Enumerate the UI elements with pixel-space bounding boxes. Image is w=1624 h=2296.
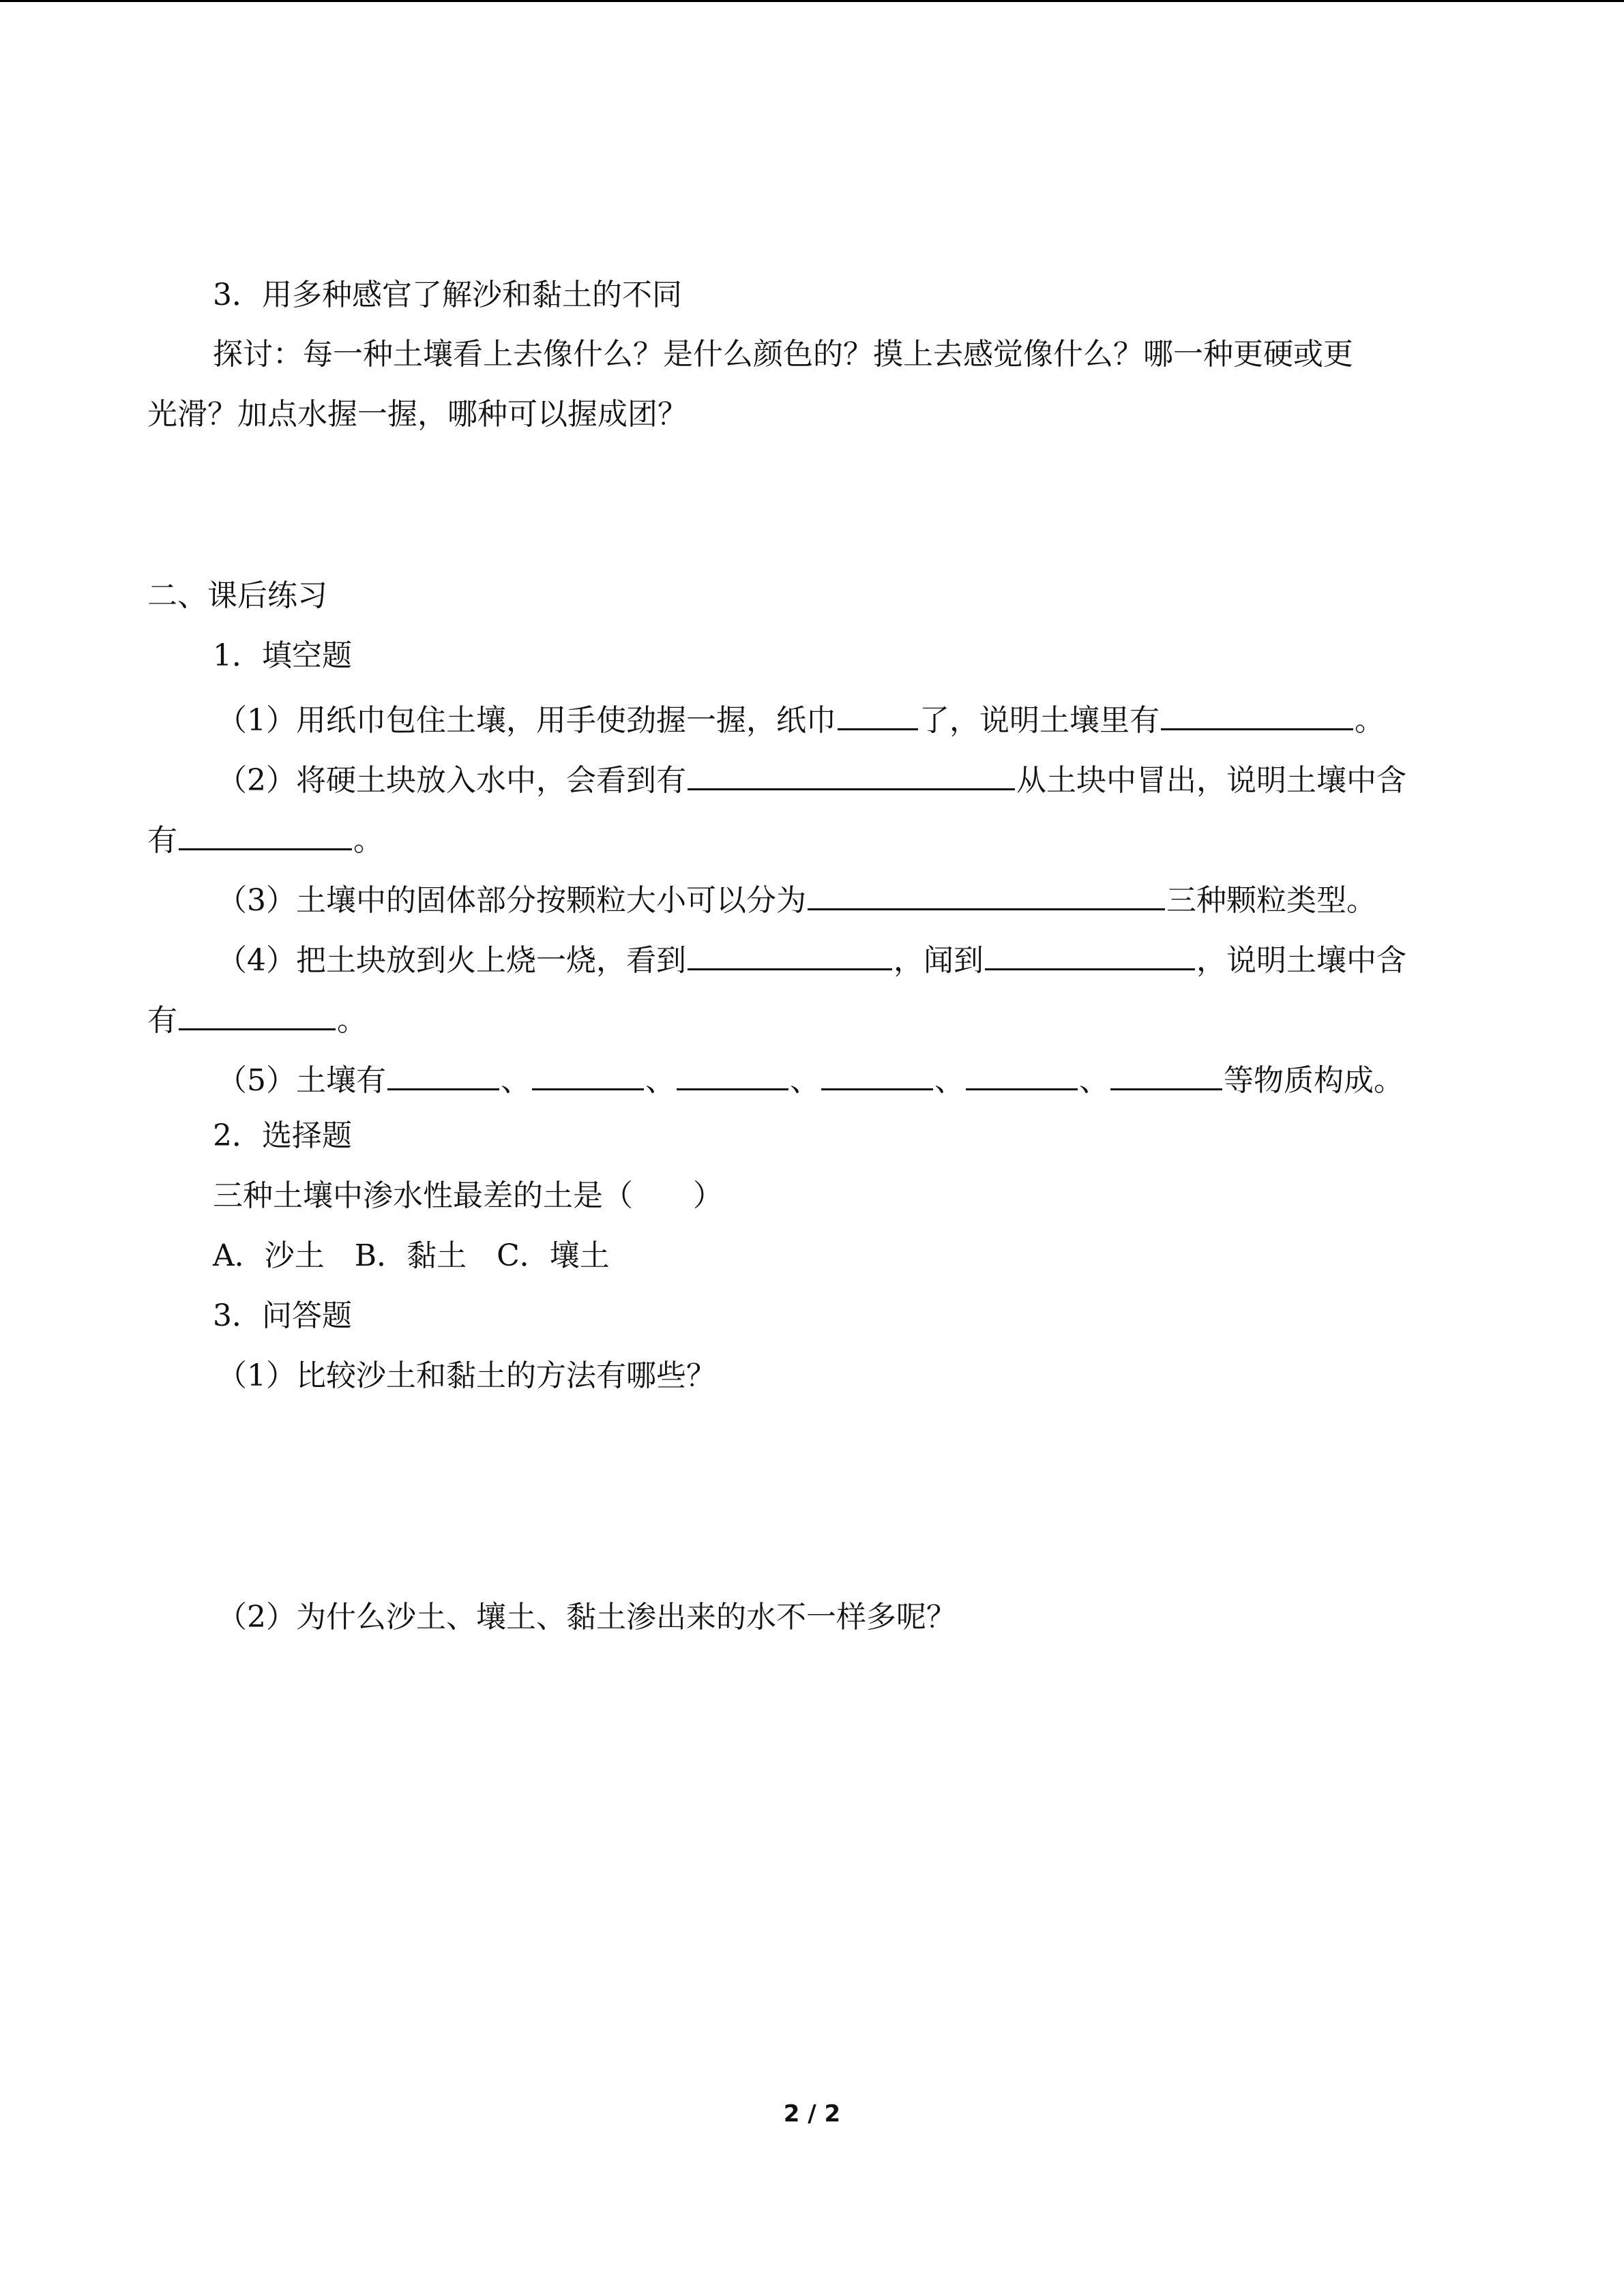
q5-sep-5: 、 (1079, 1063, 1109, 1098)
q4-blank-2[interactable] (985, 936, 1195, 970)
q4-text-e: 。 (337, 1003, 367, 1038)
q5-blank-1[interactable] (387, 1056, 499, 1090)
q2-blank-2[interactable] (179, 816, 352, 850)
fill-blank-q2 (217, 756, 1406, 801)
q4-blank-1[interactable] (688, 936, 892, 970)
q5-blank-6[interactable] (1110, 1056, 1222, 1090)
q3-text-a: （3）土壤中的固体部分按颗粒大小可以分为 (217, 883, 806, 918)
q1-blank-2[interactable] (1161, 696, 1353, 730)
q2-text-d: 。 (353, 823, 383, 858)
q2-blank-1[interactable] (688, 756, 1015, 790)
section-2-title: 二、课后练习 (147, 578, 327, 613)
qa-question-2: （2）为什么沙土、壤土、黏土渗出来的水不一样多呢？ (217, 1600, 956, 1635)
q1-text-b: 了，说明土壤里有 (919, 703, 1160, 738)
q5-blank-4[interactable] (821, 1056, 933, 1090)
fill-blank-q4-cont (147, 996, 367, 1041)
q5-sep-1: 、 (501, 1063, 531, 1098)
q5-blank-3[interactable] (677, 1056, 788, 1090)
fill-blank-title: 1．填空题 (213, 638, 352, 673)
q5-text-a: （5）土壤有 (217, 1063, 386, 1098)
q5-sep-2: 、 (645, 1063, 675, 1098)
q5-text-b: 等物质构成。 (1224, 1063, 1404, 1098)
q4-text-d: 有 (147, 1003, 177, 1038)
q5-sep-3: 、 (790, 1063, 820, 1098)
choice-options: A．沙土 B．黏土 C．壤土 (213, 1238, 610, 1273)
page-top-border (0, 0, 1624, 2)
fill-blank-q5 (217, 1056, 1404, 1101)
discussion-line-2: 光滑？加点水握一握，哪种可以握成团？ (147, 397, 688, 432)
q1-text-c: 。 (1355, 703, 1385, 738)
choice-title: 2．选择题 (213, 1118, 352, 1153)
q2-text-c: 有 (147, 823, 177, 858)
q5-blank-2[interactable] (532, 1056, 644, 1090)
q1-blank-1[interactable] (838, 696, 918, 730)
q4-text-b: ，闻到 (894, 943, 984, 978)
q1-text-a: （1）用纸巾包住土壤，用手使劲握一握，纸巾 (217, 703, 836, 738)
q4-blank-3[interactable] (179, 996, 336, 1030)
q2-text-b: 从土块中冒出，说明土壤中含 (1016, 763, 1406, 798)
qa-question-1: （1）比较沙土和黏土的方法有哪些？ (217, 1358, 716, 1393)
item3-title: 3．用多种感官了解沙和黏土的不同 (213, 278, 682, 312)
q4-text-c: ，说明土壤中含 (1196, 943, 1406, 978)
q5-blank-5[interactable] (966, 1056, 1078, 1090)
fill-blank-q1 (217, 696, 1385, 741)
qa-title: 3．问答题 (213, 1298, 352, 1333)
q2-text-a: （2）将硬土块放入水中，会看到有 (217, 763, 686, 798)
page-number: 2 / 2 (783, 2100, 841, 2128)
q3-blank-1[interactable] (808, 876, 1165, 910)
fill-blank-q2-cont (147, 816, 383, 861)
fill-blank-q3 (217, 876, 1376, 921)
q5-sep-4: 、 (934, 1063, 964, 1098)
choice-question: 三种土壤中渗水性最差的土是（ ） (213, 1178, 723, 1213)
q3-text-b: 三种颗粒类型。 (1166, 883, 1376, 918)
discussion-line-1: 探讨：每一种土壤看上去像什么？是什么颜色的？摸上去感觉像什么？哪一种更硬或更 (213, 337, 1353, 372)
q4-text-a: （4）把土块放到火上烧一烧，看到 (217, 943, 686, 978)
fill-blank-q4 (217, 936, 1406, 981)
